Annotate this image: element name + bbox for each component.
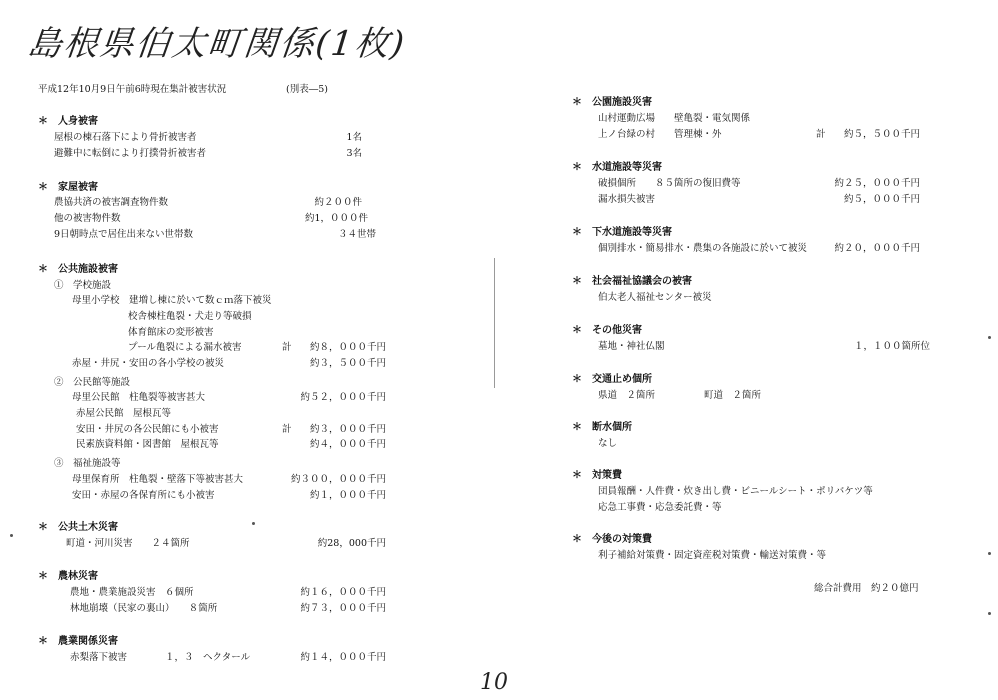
row-label: 町道 ２箇所: [704, 390, 762, 401]
row-label: 赤梨落下被害 １，３ ヘクタール: [70, 652, 251, 663]
row-value: 約３，０００千円: [309, 424, 386, 435]
row-value: 約２０，０００千円: [834, 243, 920, 254]
row-label: 体育館床の変形被害: [128, 327, 214, 338]
scan-speck: [10, 534, 13, 537]
row-label: 赤屋公民館 屋根瓦等: [76, 408, 172, 419]
row-label: 個別排水・簡易排水・農集の各施設に於いて被災: [598, 243, 808, 254]
row-value: 約５２，０００千円: [300, 392, 386, 403]
section-heading-farm: ＊ 農林災害: [38, 571, 98, 582]
row-label: 山村運動広場 壁亀裂・電気関係: [598, 113, 751, 124]
row-value: 約１，０００千円: [309, 490, 386, 501]
row-label: 農地・農業施設災害 ６個所: [70, 587, 194, 598]
row-label: 県道 ２箇所: [598, 390, 656, 401]
row-label: 赤屋・井尻・安田の各小学校の被災: [72, 358, 225, 369]
row-value: 約２５，０００千円: [834, 178, 920, 189]
row-label: 団員報酬・人件費・炊き出し費・ビニールシート・ポリバケツ等: [598, 486, 873, 497]
scan-speck: [988, 336, 991, 339]
scan-speck: [988, 612, 991, 615]
row-value: 約３，５００千円: [309, 358, 386, 369]
row-value: 3名: [346, 148, 362, 159]
row-label: 上ノ台緑の村 管理棟・外: [598, 129, 722, 140]
row-value: 約５，５００千円: [843, 129, 920, 140]
row-label: 避難中に転倒により打撲骨折被害者: [54, 148, 207, 159]
row-label: 安田・赤屋の各保育所にも小被害: [72, 490, 215, 501]
row-value: 約２００件: [314, 197, 362, 208]
row-label: 漏水損失被害: [598, 194, 656, 205]
row-value: 約１６，０００千円: [300, 587, 386, 598]
row-label: 破損個所 ８５箇所の復旧費等: [598, 178, 741, 189]
row-value: 約４，０００千円: [309, 439, 386, 450]
row-label: 墓地・神社仏閣: [598, 341, 665, 352]
row-label: 母里小学校 建増し棟に於いて数ｃｍ落下被災: [72, 295, 272, 306]
row-label: 安田・井尻の各公民館にも小被害: [76, 424, 219, 435]
sub-heading: ① 学校施設: [54, 280, 112, 291]
row-value: 約1，０００件: [304, 213, 368, 224]
section-heading-agri: ＊ 農業関係災害: [38, 636, 118, 647]
grand-total: 総合計費用 約２０億円: [814, 583, 919, 594]
row-value: 約１４，０００千円: [300, 652, 386, 663]
row-label: 屋根の棟石落下により骨折被害者: [54, 132, 197, 143]
section-heading-public: ＊ 公共施設被害: [38, 264, 118, 275]
section-heading-traffic: ＊ 交通止め個所: [572, 374, 652, 385]
row-label: 他の被害物件数: [54, 213, 121, 224]
row-label: 町道・河川災害 ２４箇所: [66, 538, 190, 549]
row-label: 林地崩壊（民家の裏山） ８箇所: [70, 603, 218, 614]
row-value: １，１００箇所位: [853, 341, 930, 352]
section-heading-outage: ＊ 断水個所: [572, 422, 632, 433]
row-label: 農協共済の被害調査物件数: [54, 197, 169, 208]
section-heading-measures: ＊ 対策費: [572, 470, 622, 481]
row-label: 利子補給対策費・固定資産税対策費・輸送対策費・等: [598, 550, 827, 561]
row-label: 母里保育所 柱亀裂・壁落下等被害甚大: [72, 474, 244, 485]
handwritten-page-number: 10: [480, 670, 508, 695]
handwritten-title: 島根県伯太町関係(1枚): [25, 24, 408, 64]
row-label: 校舎棟柱亀裂・犬走り等破損: [128, 311, 252, 322]
section-heading-park: ＊ 公園施設災害: [572, 97, 652, 108]
section-heading-sewer: ＊ 下水道施設等災害: [572, 227, 672, 238]
scan-speck: [988, 552, 991, 555]
section-heading-human: ＊ 人身被害: [38, 116, 98, 127]
row-value: 約７３，０００千円: [300, 603, 386, 614]
subtotal-mark: 計: [282, 424, 292, 435]
row-value: 1名: [346, 132, 362, 143]
report-header: 平成12年10月9日午前6時現在集計被害状況: [38, 84, 227, 95]
row-value: 約３００，０００千円: [290, 474, 386, 485]
row-label: 9日朝時点で居住出来ない世帯数: [54, 229, 194, 240]
row-value: 約28，000千円: [317, 538, 386, 549]
sub-heading: ③ 福祉施設等: [54, 458, 121, 469]
row-label: なし: [598, 438, 618, 449]
row-label: 応急工事費・応急委託費・等: [598, 502, 722, 513]
subtotal-mark: 計: [282, 342, 292, 353]
section-heading-future: ＊ 今後の対策費: [572, 534, 652, 545]
row-label: 母里公民館 柱亀裂等被害甚大: [72, 392, 206, 403]
row-value: ３４世帯: [337, 229, 376, 240]
section-heading-other: ＊ その他災害: [572, 325, 642, 336]
scan-speck: [252, 522, 255, 525]
row-value: 約８，０００千円: [309, 342, 386, 353]
row-label: プール亀裂による漏水被害: [128, 342, 242, 353]
section-heading-house: ＊ 家屋被害: [38, 182, 98, 193]
table-ref: (別表―5): [286, 84, 328, 95]
section-heading-water: ＊ 水道施設等災害: [572, 162, 662, 173]
sub-heading: ② 公民館等施設: [54, 377, 131, 388]
row-label: 民素族資料館・図書館 屋根瓦等: [76, 439, 219, 450]
row-label: 伯太老人福祉センター被災: [598, 292, 712, 303]
section-heading-civil: ＊ 公共土木災害: [38, 522, 118, 533]
row-value: 約５，０００千円: [843, 194, 920, 205]
subtotal-mark: 計: [816, 129, 826, 140]
section-heading-social: ＊ 社会福祉協議会の被害: [572, 276, 692, 287]
fold-line: [494, 258, 495, 388]
